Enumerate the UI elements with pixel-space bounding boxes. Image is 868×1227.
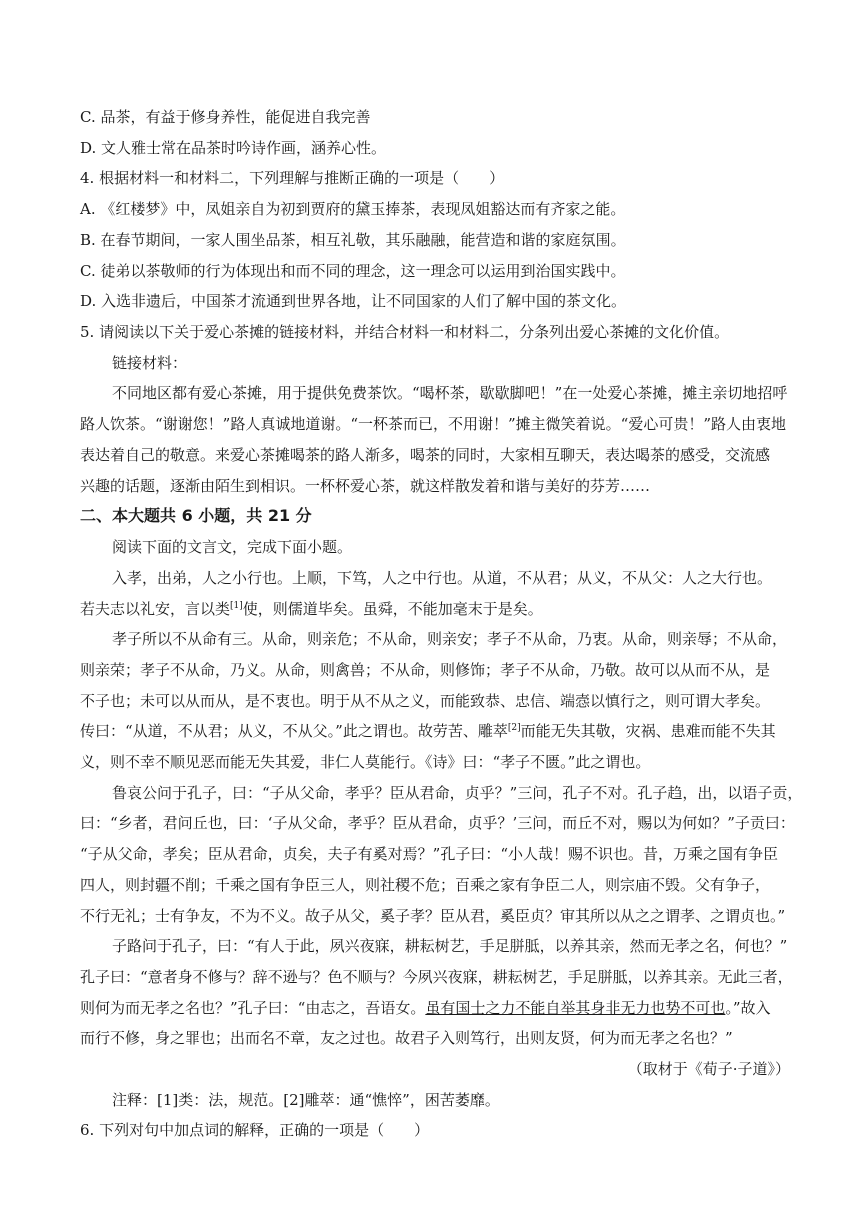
q4-option-b: B. 在春节期间，一家人围坐品茶，相互礼敬，其乐融融，能营造和谐的家庭氛围。 bbox=[80, 231, 626, 249]
passage-text: 使，则儒道毕矣。虽舜，不能加毫末于是矣。 bbox=[242, 600, 543, 618]
passage-line: 入孝，出弟，人之小行也。上顺，下笃，人之中行也。从道，不从君；从义，不从父：人之大行也。 bbox=[112, 569, 773, 587]
q4-stem: 4. 根据材料一和材料二，下列理解与推断正确的一项是（ ） bbox=[80, 169, 505, 187]
passage-line: 鲁哀公问于孔子，曰：“子从父命，孝乎？臣从君命，贞乎？”三问，孔子不对。孔子趋，出，以语子贡， bbox=[112, 784, 803, 802]
passage-line bbox=[80, 997, 790, 1019]
footnote-marker: [2] bbox=[507, 723, 521, 733]
q4-option-d: D. 入选非遗后，中国茶才流通到世界各地，让不同国家的人们了解中国的茶文化。 bbox=[80, 292, 627, 310]
q4-option-a: A. 《红楼梦》中，凤姐亲自为初到贾府的黛玉捧茶，表现凤姐豁达而有齐家之能。 bbox=[80, 200, 626, 218]
passage-line: 不行无礼；士有争友，不为不义。故子从父，奚子孝？臣从君，奚臣贞？审其所以从之之谓孝、之谓贞也。” bbox=[80, 907, 786, 925]
q4-option-c: C. 徒弟以茶敬师的行为体现出和而不同的理念，这一理念可以运用到治国实践中。 bbox=[80, 262, 626, 280]
passage-line: 孔子曰：“意者身不修与？辞不逊与？色不顺与？今夙兴夜寐，耕耘树艺，手足胼胝，以养其亲。无此三者， bbox=[80, 968, 793, 986]
passage-line: 则亲荣；孝子不从命，乃义。从命，则禽兽；不从命，则修饰；孝子不从命，乃敬。故可以从而不从，是 bbox=[80, 661, 771, 679]
underlined-sentence: 虽有国士之力不能自举其身非无力也势不可也 bbox=[425, 999, 726, 1017]
passage-line: “子从父命，孝矣；臣从君命，贞矣，夫子有奚对焉？”孔子曰：“小人哉！赐不识也。昔，万乘之国有争臣 bbox=[80, 845, 779, 863]
passage-line: 子路问于孔子，曰：“有人于此，夙兴夜寐，耕耘树艺，手足胼胝，以养其亲，然而无孝之名，何也？” bbox=[112, 937, 788, 955]
passage-line: 义，则不幸不顺见恶而能无失其爱，非仁人莫能行。《诗》曰：“孝子不匮。”此之谓也。 bbox=[80, 753, 651, 771]
passage-text: 。”故入 bbox=[725, 999, 771, 1017]
passage-line: 而行不修，身之罪也；出而名不章，友之过也。故君子入则笃行，出则友贤，何为而无孝之名也？” bbox=[80, 1029, 733, 1047]
footnote-marker: [1] bbox=[230, 601, 243, 611]
link-material-title: 链接材料： bbox=[112, 354, 188, 372]
link-material-line: 路人饮茶。“谢谢您！”路人真诚地道谢。“一杯茶而已，不用谢！”摊主微笑着说。“爱心可贵！”路人由衷地 bbox=[80, 415, 787, 433]
link-material-line: 兴趣的话题，逐渐由陌生到相识。一杯杯爱心茶，就这样散发着和谐与美好的芬芳…… bbox=[80, 477, 651, 495]
passage-line: 四人，则封疆不削；千乘之国有争臣三人，则社稷不危；百乘之家有争臣二人，则宗庙不毁。父有争子， bbox=[80, 876, 771, 894]
passage-line bbox=[80, 720, 790, 742]
passage-text: 传曰：“从道，不从君；从义，不从父。”此之谓也。故劳苦、雕萃 bbox=[80, 722, 508, 740]
q5-stem: 5. 请阅读以下关于爱心茶摊的链接材料，并结合材料一和材料二，分条列出爱心茶摊的文化价值。 bbox=[80, 323, 730, 341]
footnotes: 注释：[1]类：法，规范。[2]雕萃：通“憔悴”，困苦萎靡。 bbox=[112, 1091, 500, 1109]
passage-line: 孝子所以不从命有三。从命，则亲危；不从命，则亲安；孝子不从命，乃衷。从命，则亲辱；不从命， bbox=[112, 630, 788, 648]
section-intro: 阅读下面的文言文，完成下面小题。 bbox=[112, 538, 353, 556]
q3-option-c: C. 品茶，有益于修身养性，能促进自我完善 bbox=[80, 108, 371, 126]
q3-option-d: D. 文人雅士常在品茶时吟诗作画，涵养心性。 bbox=[80, 139, 387, 157]
passage-text: 若夫志以礼安，言以类 bbox=[80, 600, 231, 618]
passage-source: （取材于《荀子·子道》） bbox=[627, 1060, 790, 1078]
section-heading: 二、本大题共 6 小题，共 21 分 bbox=[80, 506, 312, 525]
passage-text: 而能无失其敬，灾祸、患难而能不失其 bbox=[520, 722, 776, 740]
passage-line bbox=[80, 598, 790, 620]
passage-line: 不子也；未可以从而从，是不衷也。明于从不从之义，而能致恭、忠信、端悫以慎行之，则可谓大孝矣。 bbox=[80, 692, 771, 710]
q6-stem: 6. 下列对句中加点词的解释，正确的一项是（ ） bbox=[80, 1121, 430, 1139]
passage-text: 则何为而无孝之名也？”孔子曰：“由志之，吾语女。 bbox=[80, 999, 426, 1017]
link-material-line: 不同地区都有爱心茶摊，用于提供免费茶饮。“喝杯茶，歇歇脚吧！”在一处爱心茶摊，摊主亲切地招呼 bbox=[112, 384, 788, 402]
link-material-line: 表达着自己的敬意。来爱心茶摊喝茶的路人渐多，喝茶的同时，大家相互聊天，表达喝茶的感受，交流感 bbox=[80, 446, 771, 464]
passage-line: 曰：“乡者，君问丘也，曰：‘子从父命，孝乎？臣从君命，贞乎？’三问，而丘不对，赐以为何如？”子贡曰： bbox=[80, 814, 795, 832]
